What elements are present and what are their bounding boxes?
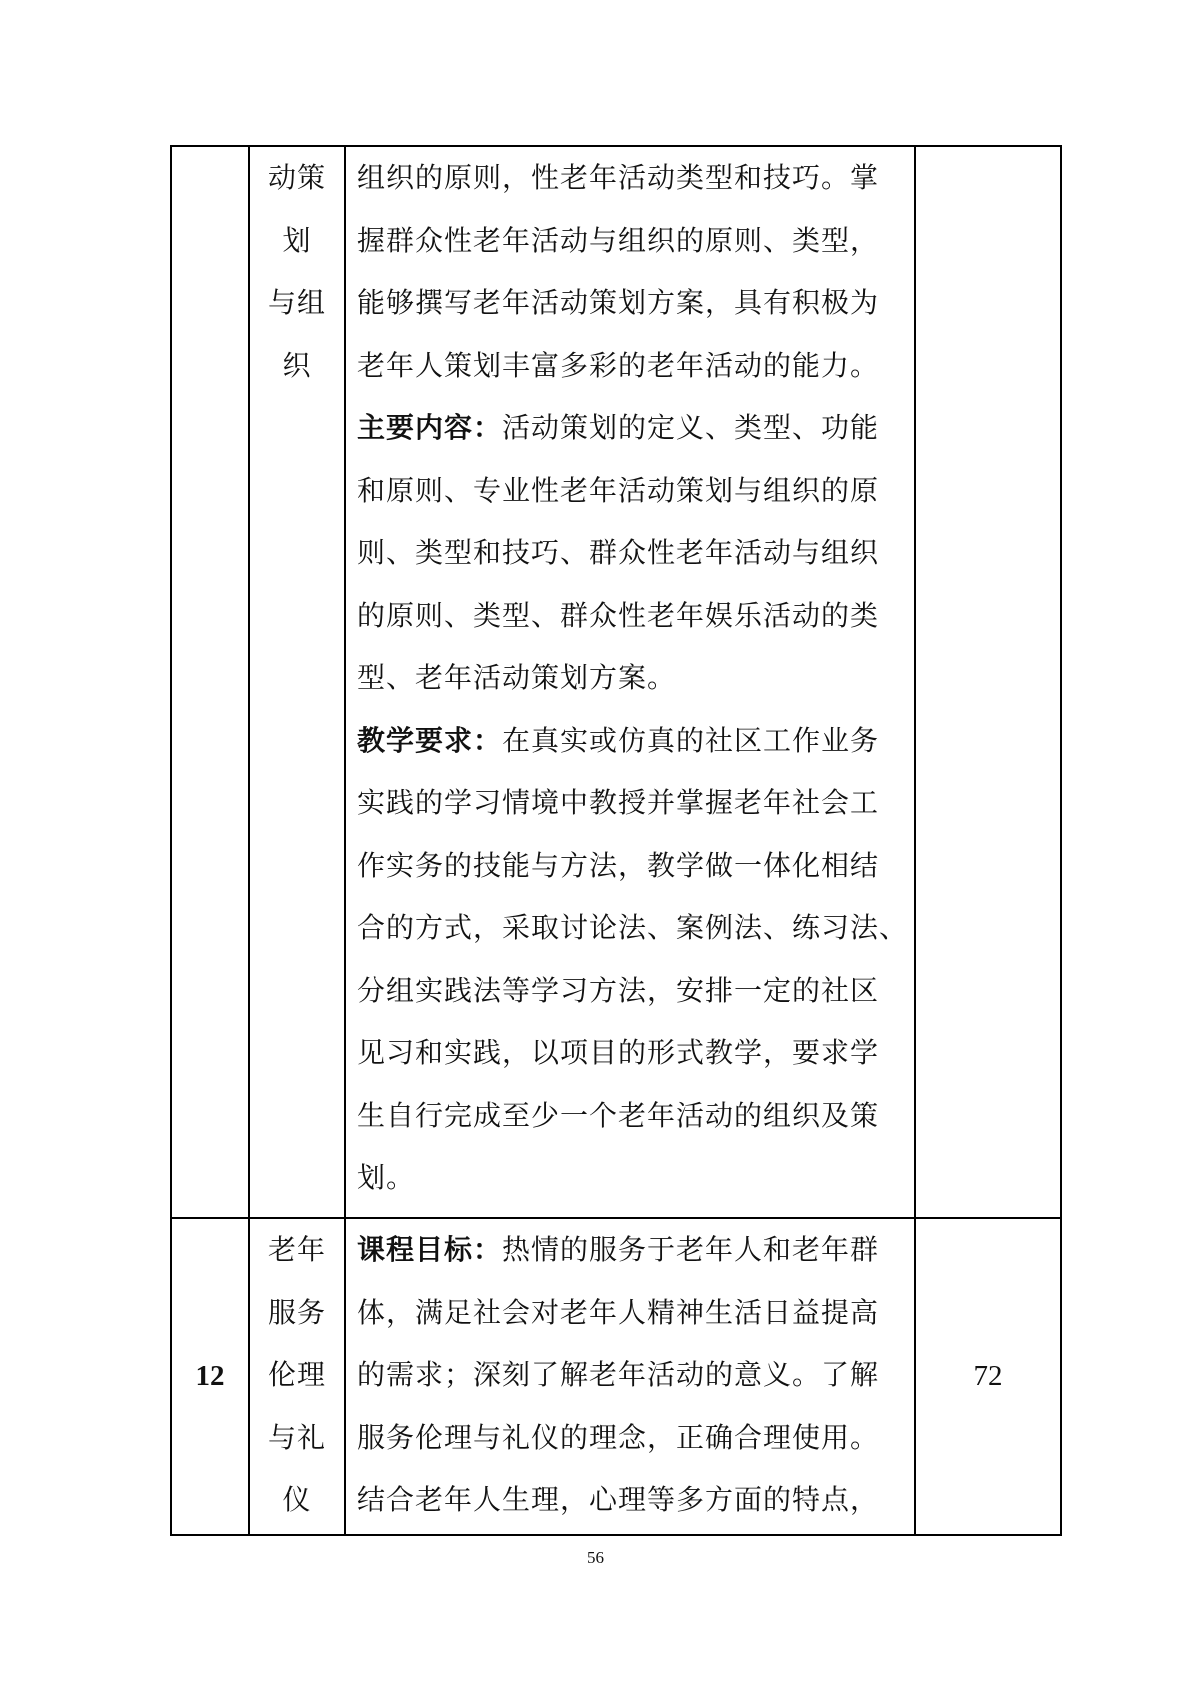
course-name-line: 服务 (267, 1295, 326, 1329)
course-hours-cell (915, 1218, 1061, 1535)
section-heading: 教学要求： (357, 723, 503, 757)
course-name-line: 仪 (282, 1483, 312, 1516)
content-line (357, 1282, 908, 1345)
course-name (250, 147, 344, 397)
content-line-text: 服务伦理与礼仪的理念，正确合理使用。 (357, 1420, 880, 1454)
content-line-text: 在真实或仿真的社区工作业务 (502, 723, 880, 757)
content-line-text: 作实务的技能与方法，教学做一体化相结 (357, 848, 880, 882)
content-line-text: 活动策划的定义、类型、功能 (502, 411, 880, 444)
content-line (357, 585, 908, 648)
course-content (346, 1219, 914, 1532)
content-line-text: 则、类型和技巧、群众性老年活动与组织 (357, 536, 880, 569)
content-line-text: 组织的原则，性老年活动类型和技巧。掌 (357, 161, 880, 194)
content-line (357, 272, 908, 335)
course-number-cell (171, 146, 249, 1218)
content-line (357, 960, 908, 1023)
content-line (357, 397, 908, 460)
content-line (357, 710, 908, 773)
course-name-line: 与礼 (267, 1420, 326, 1454)
content-line-text: 热情的服务于老年人和老年群 (502, 1233, 880, 1266)
course-number-cell (171, 1218, 249, 1535)
section-heading: 主要内容： (357, 411, 503, 444)
course-name-line: 老年 (267, 1233, 326, 1266)
content-line-text: 型、老年活动策划方案。 (357, 661, 677, 694)
table-row (171, 1218, 1061, 1535)
course-content-cell (345, 146, 915, 1218)
content-line (357, 897, 908, 960)
course-content-cell (345, 1218, 915, 1535)
course-name-line: 划 (282, 223, 312, 257)
content-line (357, 335, 908, 398)
content-line (357, 1407, 908, 1470)
course-name (250, 1219, 344, 1532)
course-table (170, 145, 1062, 1536)
content-line (357, 147, 908, 210)
content-line-text: 实践的学习情境中教授并掌握老年社会工 (357, 786, 880, 819)
content-line-text: 划。 (357, 1161, 416, 1194)
content-line (357, 1219, 908, 1282)
content-line (357, 835, 908, 898)
content-line-text: 体，满足社会对老年人精神生活日益提高 (357, 1295, 880, 1329)
course-name-line: 与组 (267, 286, 326, 319)
content-line (357, 522, 908, 585)
content-line (357, 460, 908, 523)
content-line (357, 647, 908, 710)
course-name-line: 动策 (267, 161, 326, 194)
content-line-text: 的原则、类型、群众性老年娱乐活动的类 (357, 598, 880, 632)
course-name-cell (249, 1218, 345, 1535)
section-heading: 课程目标： (357, 1233, 503, 1266)
content-line-text: 分组实践法等学习方法，安排一定的社区 (357, 973, 880, 1007)
content-line-text: 能够撰写老年活动策划方案，具有积极为 (357, 286, 880, 319)
course-name-line: 织 (282, 348, 312, 382)
content-line (357, 1022, 908, 1085)
course-content (346, 147, 914, 1210)
content-line (357, 1085, 908, 1148)
content-line (357, 210, 908, 273)
table-row (171, 146, 1061, 1218)
course-name-line: 伦理 (267, 1358, 326, 1391)
content-line-text: 握群众性老年活动与组织的原则、类型， (357, 223, 880, 257)
content-line-text: 见习和实践，以项目的形式教学，要求学 (357, 1036, 880, 1069)
content-line-text: 的需求；深刻了解老年活动的意义。了解 (357, 1358, 880, 1391)
page-number: 56 (587, 1548, 604, 1567)
content-line-text: 合的方式，采取讨论法、案例法、练习法、 (357, 911, 909, 944)
content-line-text: 老年人策划丰富多彩的老年活动的能力。 (357, 348, 880, 382)
content-line (357, 1469, 908, 1532)
content-line (357, 1147, 908, 1210)
course-number: 12 (195, 1360, 225, 1392)
course-hours: 72 (973, 1360, 1003, 1392)
content-line (357, 772, 908, 835)
content-line-text: 和原则、专业性老年活动策划与组织的原 (357, 473, 880, 507)
course-hours-cell (915, 146, 1061, 1218)
content-line (357, 1344, 908, 1407)
course-name-cell (249, 146, 345, 1218)
content-line-text: 生自行完成至少一个老年活动的组织及策 (357, 1098, 880, 1132)
content-line-text: 结合老年人生理，心理等多方面的特点， (357, 1483, 880, 1516)
